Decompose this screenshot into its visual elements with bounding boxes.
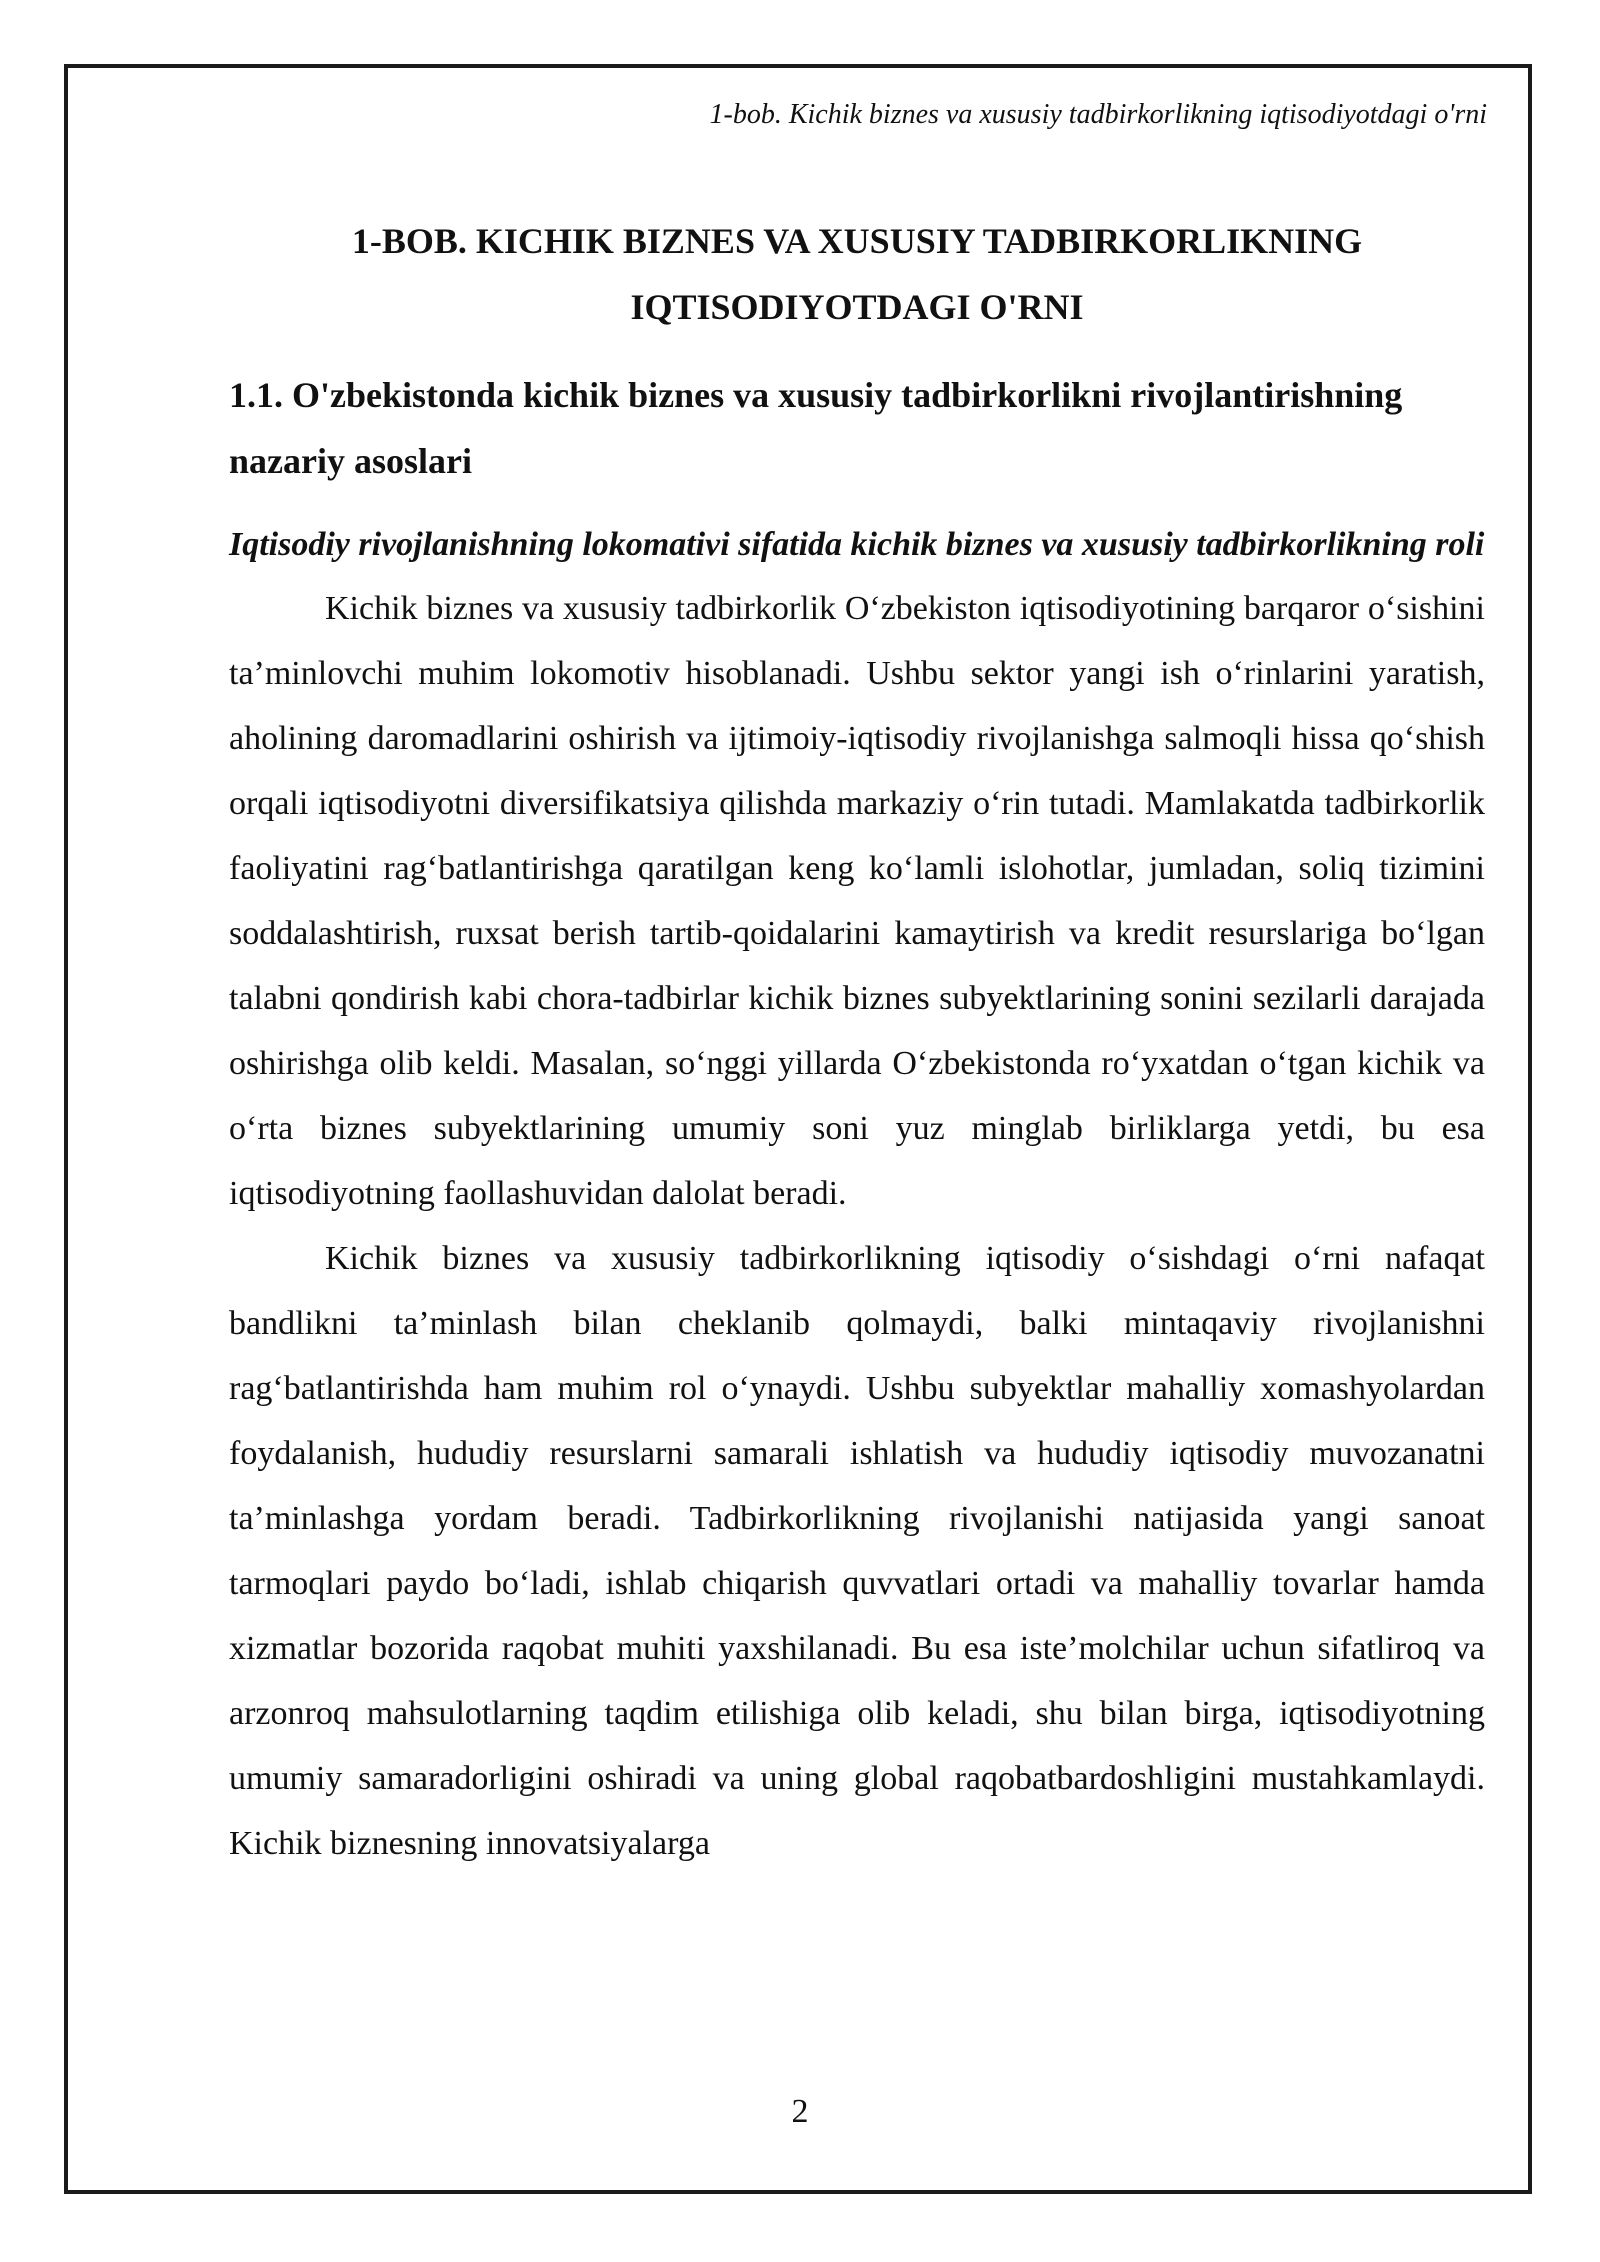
chapter-title: 1-BOB. KICHIK BIZNES VA XUSUSIY TADBIRKORLIKNING IQTISODIYOTDAGI O'RNI xyxy=(351,221,1363,327)
page-number: 2 xyxy=(791,2093,809,2130)
page-content xyxy=(229,208,1485,1876)
body-paragraph-2: Kichik biznes va xususiy tadbirkorlikning iqtisodiy o‘sishdagi o‘rni nafaqat bandlikni ta’minlash bilan cheklanib qolmaydi, balki mintaqaviy rivojlanishni rag‘batlantirishda ham muhim rol o‘ynaydi. Ushbu subyektlar mahalliy xomashyolardan foydalanish, hududiy resurslarni samarali ishlatish va hududiy iqtisodiy muvozanatni ta’minlashga yordam beradi. Tadbirkorlikning rivojlanishi natijasida yangi sanoat tarmoqlari paydo bo‘ladi, ishlab chiqarish quvvatlari ortadi va mahalliy tovarlar hamda xizmatlar bozorida raqobat muhiti yaxshilanadi. Bu esa iste’molchilar uchun sifatliroq va arzonroq mahsulotlarning taqdim etilishiga olib keladi, shu bilan birga, iqtisodiyotning umumiy samaradorligini oshiradi va uning global raqobatbardoshligini mustahkamlaydi. Kichik biznesning innovatsiyalarga xyxy=(229,1240,1485,1862)
subsection-title: Iqtisodiy rivojlanishning lokomativi sifatida kichik biznes va xususiy tadbirkorlikning roli xyxy=(229,526,1485,563)
body-paragraph-1: Kichik biznes va xususiy tadbirkorlik O‘zbekiston iqtisodiyotining barqaror o‘sishini ta’minlovchi muhim lokomotiv hisoblanadi. Ushbu sektor yangi ish o‘rinlarini yaratish, aholining daromadlarini oshirish va ijtimoiy-iqtisodiy rivojlanishga salmoqli hissa qo‘shish orqali iqtisodiyotni diversifikatsiya qilishda markaziy o‘rin tutadi. Mamlakatda tadbirkorlik faoliyatini rag‘batlantirishga qaratilgan keng ko‘lamli islohotlar, jumladan, soliq tizimini soddalashtirish, ruxsat berish tartib-qoidalarini kamaytirish va kredit resurslariga bo‘lgan talabni qondirish kabi chora-tadbirlar kichik biznes subyektlarining sonini sezilarli darajada oshirishga olib keldi. Masalan, so‘nggi yillarda O‘zbekistonda ro‘yxatdan o‘tgan kichik va o‘rta biznes subyektlarining umumiy soni yuz minglab birliklarga yetdi, bu esa iqtisodiyotning faollashuvidan dalolat beradi. xyxy=(229,590,1485,1212)
running-header: 1-bob. Kichik biznes va xususiy tadbirkorlikning iqtisodiyotdagi o'rni xyxy=(709,99,1487,130)
section-title: 1.1. O'zbekistonda kichik biznes va xususiy tadbirkorlikni rivojlantirishning nazariy asoslari xyxy=(229,375,1403,481)
